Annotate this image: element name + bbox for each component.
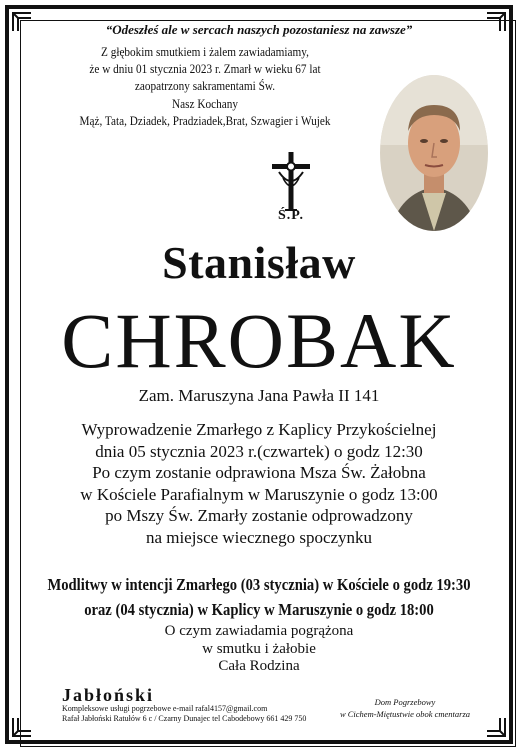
first-name: Stanisław	[162, 237, 356, 288]
surname: CHROBAK	[61, 297, 457, 384]
address: Zam. Maruszyna Jana Pawła II 141	[138, 386, 380, 405]
closing-note	[0, 623, 518, 676]
ceremony-line: w Kościele Parafialnym w Maruszynie o godz 13:00	[80, 484, 438, 504]
sp-mark: Ś.P.	[277, 208, 305, 223]
funeral-home-logo: Jabłoński	[62, 685, 155, 705]
prayer-schedule	[0, 572, 518, 622]
funeral-home-location	[320, 696, 490, 720]
funeral-home-contact: Kompleksowe usługi pogrzebowe e-mail rafal4157@gmail.com	[62, 704, 268, 713]
motto: “Odeszłeś ale w sercach naszych pozostaniesz na zawsze”	[105, 22, 413, 37]
funeral-home-info	[62, 686, 322, 724]
portrait-photo	[380, 75, 488, 231]
funeral-home-name: Dom Pogrzebowy	[374, 697, 436, 707]
prayer-line: Modlitwy w intencji Zmarłego (03 stycznia) w Kościele o godz 19:30	[47, 575, 471, 594]
ceremony-line: po Mszy Św. Zmarły zostanie odprowadzony	[105, 506, 413, 526]
ceremony-details	[0, 419, 518, 549]
intro-line: Nasz Kochany	[172, 96, 238, 111]
ceremony-line: Wyprowadzenie Zmarłego z Kaplicy Przykościelnej	[81, 420, 437, 439]
ceremony-line: na miejsce wiecznego spoczynku	[145, 527, 373, 547]
ceremony-line: Po czym zostanie odprawiona Msza Św. Żałobna	[92, 463, 426, 483]
closing-line: Cała Rodzina	[218, 658, 300, 675]
frame-corner-ornament-icon	[11, 716, 33, 738]
prayer-line: oraz (04 stycznia) w Kaplicy w Maruszynie o godz 18:00	[84, 600, 434, 619]
closing-line: w smutku i żałobie	[202, 640, 316, 657]
funeral-home-address: Rafał Jabłoński Ratułów 6 c / Czarny Dunajec tel Cabodebowy 661 429 750	[62, 714, 307, 723]
funeral-home-place: w Cichem-Miętustwie obok cmentarza	[339, 709, 471, 719]
intro-line: że w dniu 01 stycznia 2023 r. Zmarł w wieku 67 lat	[89, 62, 321, 77]
intro-line: zaopatrzony sakramentami Św.	[134, 79, 276, 94]
intro-line: Mąż, Tata, Dziadek, Pradziadek,Brat, Szwagier i Wujek	[79, 113, 331, 128]
ceremony-line: dnia 05 stycznia 2023 r.(czwartek) o godz 12:30	[95, 441, 423, 461]
closing-line: O czym zawiadamia pogrążona	[164, 623, 354, 639]
cross-icon	[269, 150, 313, 212]
intro-line: Z głębokim smutkiem i żalem zawiadamiamy,	[101, 45, 309, 59]
intro-announcement	[57, 44, 354, 130]
